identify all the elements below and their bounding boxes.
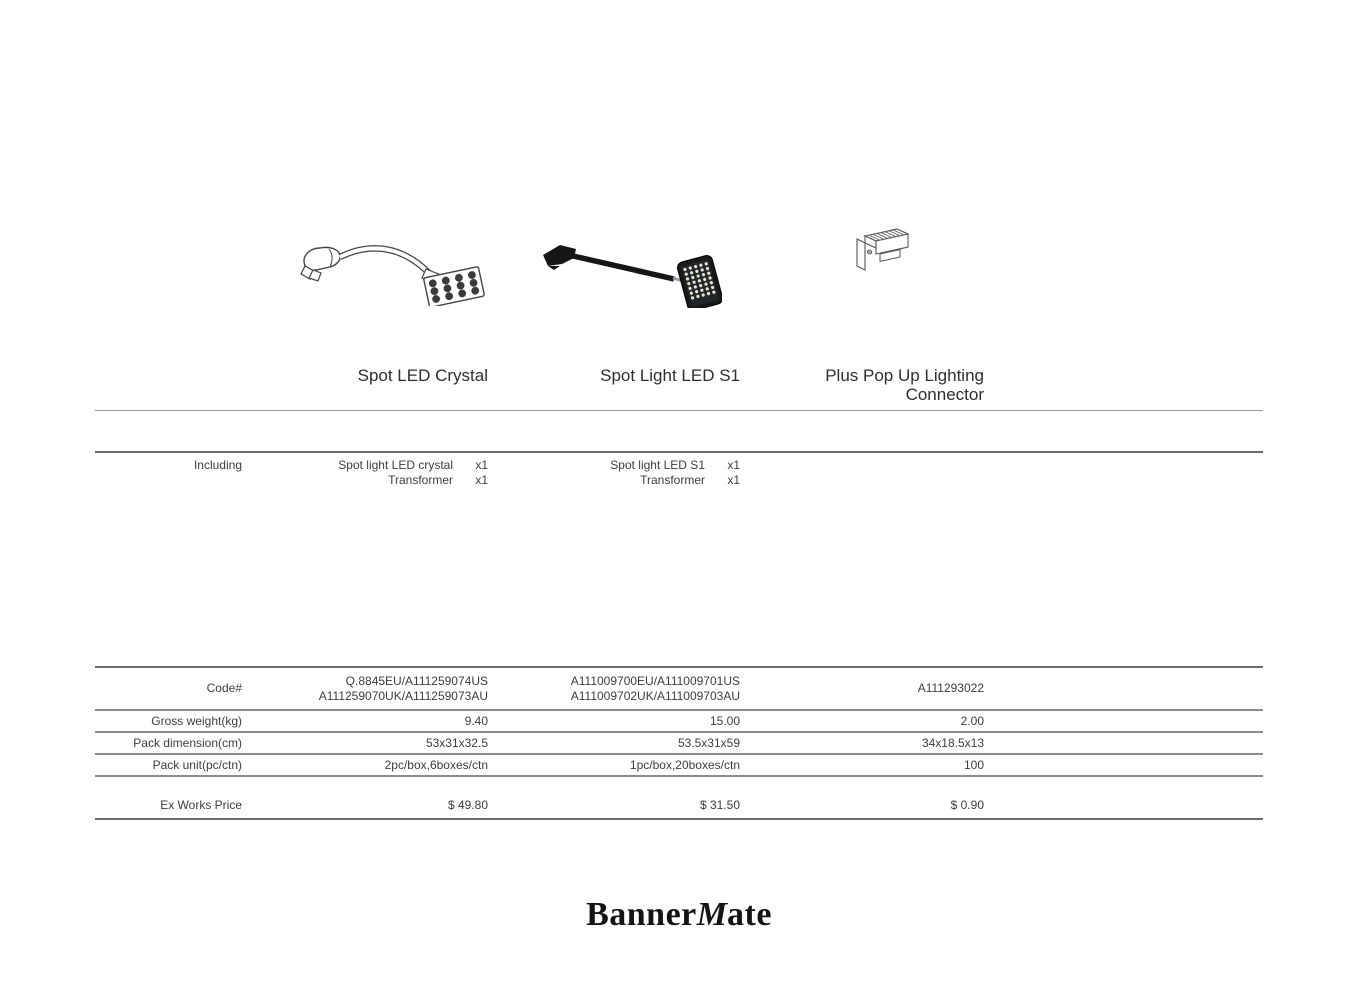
including-qty: x1 (475, 473, 488, 487)
product-title-text: Spot LED Crystal (357, 366, 488, 385)
gross-weight-spot-light-led-s1: 15.00 (709, 713, 740, 728)
ex-works-price-spot-light-led-s1: $ 31.50 (699, 797, 740, 812)
spot-light-led-s1-drawing-icon (540, 242, 722, 308)
row-label-code: Code# (206, 681, 242, 695)
divider-line-including-top (95, 451, 1263, 453)
spot-light-led-s1-image (540, 242, 722, 313)
pack-dimension-spot-light-led-s1: 53.5x31x59 (677, 735, 740, 750)
including-line (488, 473, 740, 488)
row-label-ex-works-price: Ex Works Price (160, 797, 242, 812)
including-item: Transformer (388, 473, 453, 487)
titles-row-label-spacer (95, 366, 242, 406)
code-row (95, 668, 1263, 709)
product-title-spot-light-led-s1 (488, 366, 740, 406)
ex-works-price-row (95, 794, 1263, 816)
spot-led-crystal-image (300, 240, 485, 311)
divider-line (95, 775, 1263, 777)
divider-line-bottom (95, 818, 1263, 820)
code-pop-up-lighting-connector (740, 681, 984, 696)
gross-weight-spot-led-crystal: 9.40 (464, 713, 488, 728)
gross-weight-pop-up-lighting-connector: 2.00 (960, 713, 984, 728)
code-value-line2: A111009702UK/A111009703AU (570, 688, 740, 703)
code-value-line2: A111259070UK/A111259073AU (318, 688, 488, 703)
product-title-text: Spot Light LED S1 (600, 366, 740, 385)
bannermate-logo (0, 896, 1358, 934)
including-item: Transformer (640, 473, 705, 487)
including-qty: x1 (727, 473, 740, 487)
ex-works-price-pop-up-lighting-connector: $ 0.90 (950, 797, 984, 812)
spot-led-crystal-drawing-icon (300, 240, 485, 306)
divider-line-under-titles (95, 410, 1263, 411)
pack-unit-pop-up-lighting-connector: 100 (963, 757, 984, 772)
pop-up-lighting-connector-drawing-icon (852, 224, 914, 272)
row-label-gross-weight: Gross weight(kg) (151, 713, 242, 728)
code-value-line1: A111293022 (917, 681, 984, 695)
including-spot-light-led-s1 (488, 458, 740, 488)
including-line (242, 458, 488, 473)
pack-dimension-pop-up-lighting-connector: 34x18.5x13 (921, 735, 984, 750)
ex-works-price-spot-led-crystal: $ 49.80 (447, 797, 488, 812)
including-row (95, 458, 1263, 488)
product-titles-row (95, 366, 1263, 406)
pop-up-lighting-connector-image (852, 224, 914, 277)
including-pop-up-lighting-connector (740, 458, 984, 488)
product-title-pop-up-lighting-connector (740, 366, 984, 406)
including-item: Spot light LED S1 (610, 458, 705, 472)
logo-text-part3: ate (727, 896, 772, 933)
code-spot-light-led-s1 (488, 674, 740, 704)
including-row-filler (984, 458, 1263, 488)
pack-dimension-spot-led-crystal: 53x31x32.5 (425, 735, 488, 750)
product-title-text-line2: Connector (905, 385, 984, 404)
pack-dimension-row (95, 733, 1263, 753)
gross-weight-row (95, 711, 1263, 731)
including-spot-led-crystal (242, 458, 488, 488)
including-line (488, 458, 740, 473)
row-label-including: Including (193, 458, 242, 472)
product-title-text-line1: Plus Pop Up Lighting (825, 366, 984, 385)
pack-unit-spot-led-crystal: 2pc/box,6boxes/ctn (384, 757, 488, 772)
logo-text-part1: Banner (586, 896, 697, 933)
code-value-line1: Q.8845EU/A111259074US (345, 673, 488, 688)
product-title-spot-led-crystal (242, 366, 488, 406)
code-value-line1: A111009700EU/A111009701US (570, 673, 740, 688)
titles-row-filler (984, 366, 1263, 406)
pack-unit-row (95, 755, 1263, 775)
row-label-pack-dimension: Pack dimension(cm) (133, 735, 242, 750)
code-spot-led-crystal (242, 674, 488, 704)
pack-unit-spot-light-led-s1: 1pc/box,20boxes/ctn (629, 757, 740, 772)
including-item: Spot light LED crystal (338, 458, 453, 472)
including-qty: x1 (727, 458, 740, 472)
logo-text-part2: M (696, 896, 727, 933)
including-qty: x1 (475, 458, 488, 472)
row-label-pack-unit: Pack unit(pc/ctn) (152, 757, 242, 772)
including-line (242, 473, 488, 488)
